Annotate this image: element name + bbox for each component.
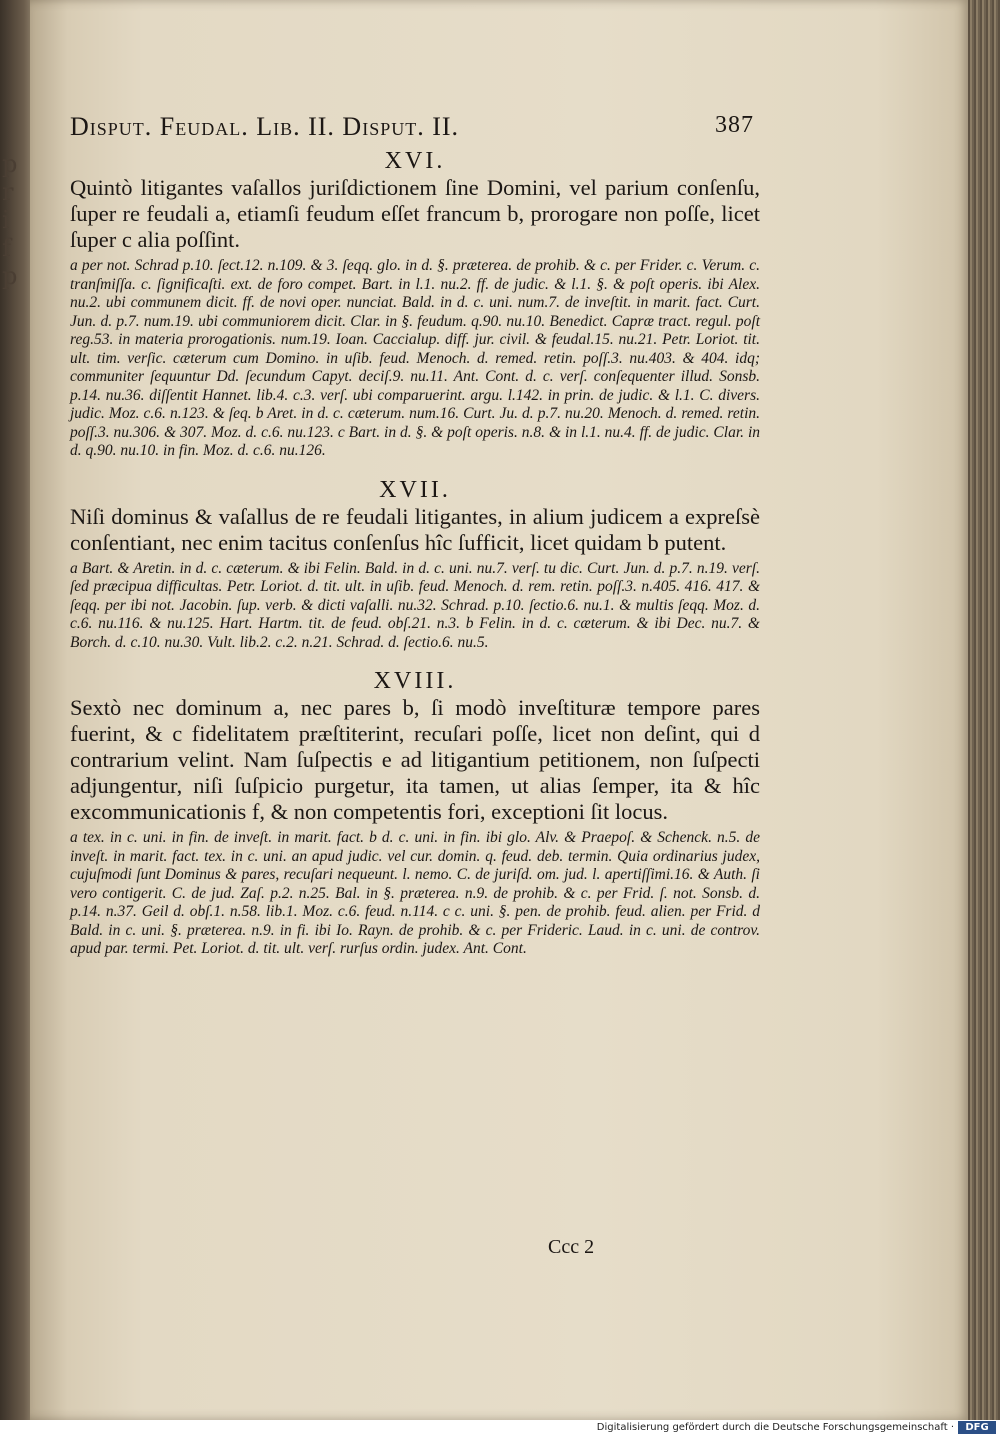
section-body: Sextò nec dominum a, nec pares b, ſi modò inveſtituræ tempore pares fuerint, & c fidelitatem præſtiterint, recuſari poſſe, licet non deſint, qui d contrarium velint. Nam ſuſpectis e ad litigantium petitionem, non ſuſpecti adjungentur, niſi ſuſpicio purgetur, ita tamen, ut alias ſemper, ita & hîc excommunicationis f, & non competentis fori, exceptioni ſit locus.	[70, 695, 760, 824]
page-text	[70, 100, 760, 959]
section-numeral: XVIII.	[373, 668, 457, 694]
section-footnotes: a per not. Schrad p.10. ſect.12. n.109. & 3. ſeqq. glo. in d. §. præterea. de prohib. & c. per Frider. c. Verum. c. tranſmiſſa. c. ſignificaſti. ext. de foro compet. Bart. in l.1. nu.2. ff. de judic. & l.1. §. & poſt operis. ibi Alex. nu.2. ubi communem dicit. ff. de novi oper. nunciat. Bald. in d. c. uni. num.7. de inveſtit. in marit. fact. Curt. Jun. d. p.7. num.19. ubi communiorem dicit. Clar. in §. feudum. q.90. nu.10. Benedict. Capræ tract. regul. poſt reg.53. in materia prorogationis. num.19. Ioan. Caccialup. diff. jur. civil. & feudal.15. nu.21. Petr. Loriot. tit. ult. tim. verſic. cæterum cum Domino. in uſib. feud. Menoch. d. remed. retin. poſſ.3. nu.403. & 404. idq; communiter ſequuntur Dd. ſecundum Capyt. deciſ.9. nu.11. Ant. Cont. d. c. verſ. conſequenter illud. Sonsb. p.14. nu.36. diſſentit Hannet. lib.4. c.3. verſ. ubi comparuerint. argu. l.142. in prin. de judic. & l.1. C. divers. judic. Moz. c.6. n.123. & ſeq. b Aret. in d. c. cæterum. num.16. Curt. Ju. d. p.7. nu.20. Menoch. d. remed. retin. poſſ.3. nu.306. & 307. Moz. d. c.6. nu.123. c Bart. in d. §. & poſt operis. n.8. & in l.1. nu.4. ff. de judic. Clar. in d. q.90. nu.10. in fin. Moz. d. c.6. nu.126.	[70, 257, 760, 459]
section-xviii	[70, 668, 760, 959]
running-header	[70, 112, 760, 146]
section-footnotes: a tex. in c. uni. in fin. de inveſt. in marit. fact. b d. c. uni. in fin. ibi glo. Alv. & Praepoſ. & Schenck. n.5. de inveſt. in marit. fact. tex. in c. uni. an apud judic. vel cur. domin. q. feud. deb. termin. Quia ordinarius judex, cujuſmodi ſunt Dominus & pares, recuſari nequeunt. l. nemo. C. de juriſd. om. jud. l. apertiſſimi.16. & Auth. ſi vero contigerit. C. de jud. Zaſ. p.2. n.25. Bal. in §. præterea. n.9. de prohib. & c. per Frid. ſ. not. Sonsb. d. p.14. n.37. Geil d. obſ.1. n.58. lib.1. Moz. c.6. feud. n.114. c c. uni. §. pen. de prohib. feud. alien. per Frid. d Bald. in c. uni. §. præterea. n.9. in fi. ibi Io. Rayn. de prohib. & c. per Frideric. Laud. in c. uni. de controv. apud par. termi. Pet. Loriot. d. tit. ult. verſ. rurſus ordin. judex. Ant. Cont.	[70, 829, 760, 957]
marginalia-char: i	[2, 206, 10, 234]
section-xvii	[70, 477, 760, 653]
facing-page-marginalia	[2, 150, 24, 290]
digitization-footer	[0, 1420, 1000, 1436]
signature-mark: Ccc 2	[548, 1236, 595, 1258]
section-body: Quintò litigantes vaſallos juriſdictionem ſine Domini, vel parium conſenſu, ſuper re feudali a, etiamſi feudum eſſet francum b, prorogare non poſſe, licet ſuper c alia poſſint.	[70, 175, 760, 252]
marginalia-char: f	[2, 234, 11, 262]
marginalia-char: r	[2, 178, 14, 206]
section-numeral: XVII.	[379, 476, 451, 503]
dfg-logo: DFG	[958, 1421, 996, 1434]
page-edges	[968, 0, 1000, 1420]
marginalia-char: p	[2, 150, 18, 178]
section-footnotes: a Bart. & Aretin. in d. c. cæterum. & ibi Felin. Bald. in d. c. uni. nu.7. verſ. tu dic. Curt. Jun. d. p.7. n.19. verſ. ſed præcipua difficultas. Petr. Loriot. d. tit. ult. in uſib. feud. Menoch. d. rem. retin. poſſ.3. n.405. 416. 417. & ſeqq. per ibi not. Jacobin. ſup. verb. & dicti vaſalli. nu.32. Schrad. p.10. ſectio.6. nu.1. & multis ſeqq. Moz. d. c.6. nu.116. & nu.125. Hart. Hartm. tit. de feud. obſ.21. n.3. b Felin. in d. c. cæterum. & ibi Dec. nu.7. & Borch. d. c.10. nu.30. Vult. lib.2. c.2. n.21. Schrad. d. ſectio.6. nu.5.	[70, 559, 760, 651]
section-xvi	[70, 148, 760, 461]
section-body: Niſi dominus & vaſallus de re feudali litigantes, in alium judicem a expreſsè conſentiant, nec enim tacitus conſenſus hîc ſufficit, licet quidam b putent.	[70, 503, 760, 555]
page-number: 387	[715, 112, 754, 138]
section-numeral: XVI.	[384, 148, 446, 174]
funding-credit: Digitalisierung gefördert durch die Deutsche Forschungsgemeinschaft ·	[596, 1422, 954, 1433]
running-head: Disput. Feudal. Lib. II. Disput. II.	[70, 112, 460, 141]
marginalia-char: p	[2, 262, 18, 290]
